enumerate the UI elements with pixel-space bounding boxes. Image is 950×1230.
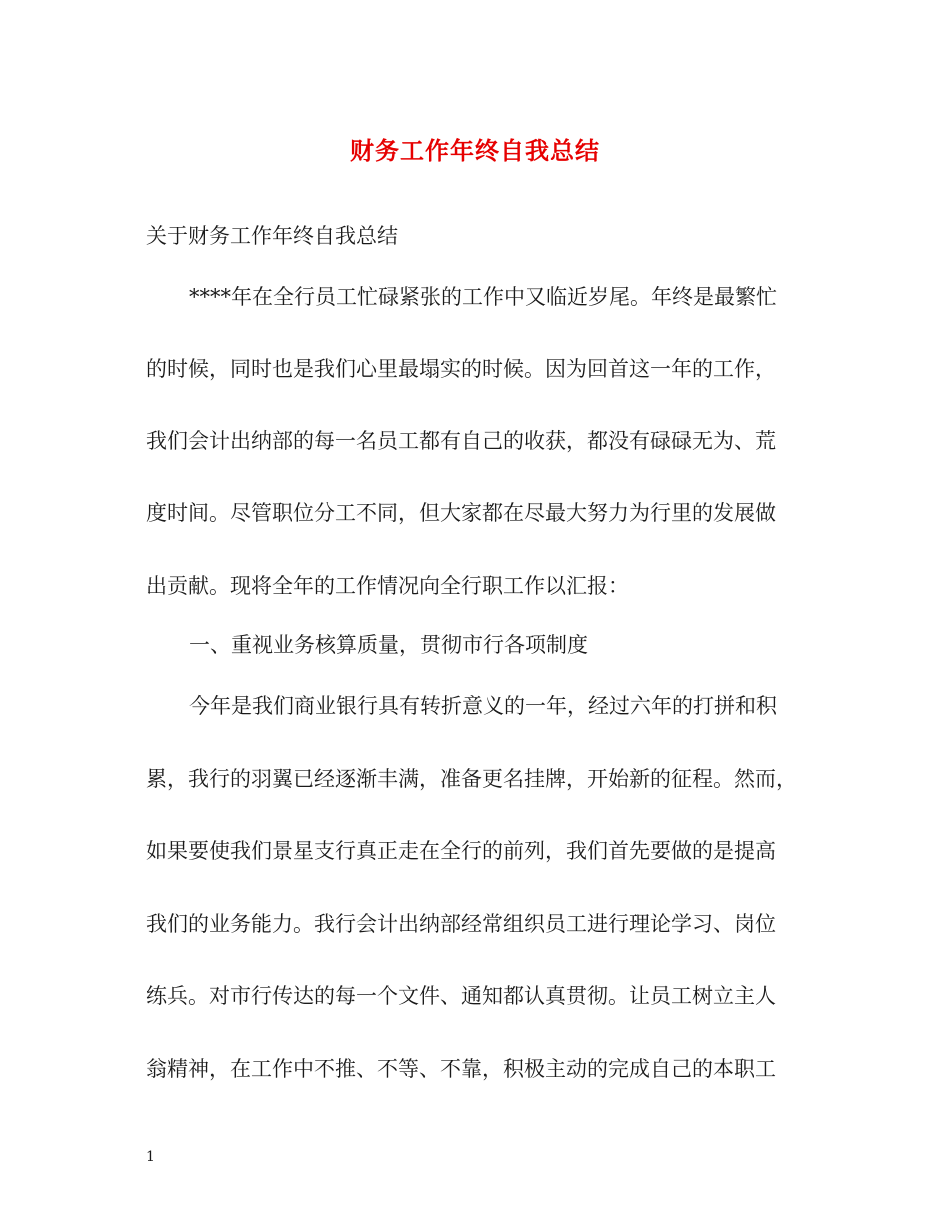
section-heading: 一、重视业务核算质量，贯彻市行各项制度 [189,633,588,657]
paragraph-line: 如果要使我们景星支行真正走在全行的前列，我们首先要做的是提高 [146,839,776,863]
paragraph-line: 我们会计出纳部的每一名员工都有自己的收获，都没有碌碌无为、荒 [146,429,776,453]
document-subtitle: 关于财务工作年终自我总结 [146,224,398,248]
document-title: 财务工作年终自我总结 [350,136,600,165]
paragraph-line: 今年是我们商业银行具有转折意义的一年，经过六年的打拼和积 [189,694,777,718]
paragraph-line: 出贡献。现将全年的工作情况向全行职工作以汇报： [146,574,629,598]
paragraph-line: ****年在全行员工忙碌紧张的工作中又临近岁尾。年终是最繁忙 [189,285,777,309]
paragraph-line: 练兵。对市行传达的每一个文件、通知都认真贯彻。让员工树立主人 [146,984,776,1008]
paragraph-line: 的时候，同时也是我们心里最塌实的时候。因为回首这一年的工作， [146,357,776,381]
paragraph-line: 我们的业务能力。我行会计出纳部经常组织员工进行理论学习、岗位 [146,912,776,936]
paragraph-line: 度时间。尽管职位分工不同，但大家都在尽最大努力为行里的发展做 [146,501,776,525]
page-number: 1 [146,1149,155,1165]
paragraph-line: 翁精神，在工作中不推、不等、不靠，积极主动的完成自己的本职工 [146,1057,776,1081]
paragraph-line: 累，我行的羽翼已经逐渐丰满，准备更名挂牌，开始新的征程。然而， [146,767,797,791]
